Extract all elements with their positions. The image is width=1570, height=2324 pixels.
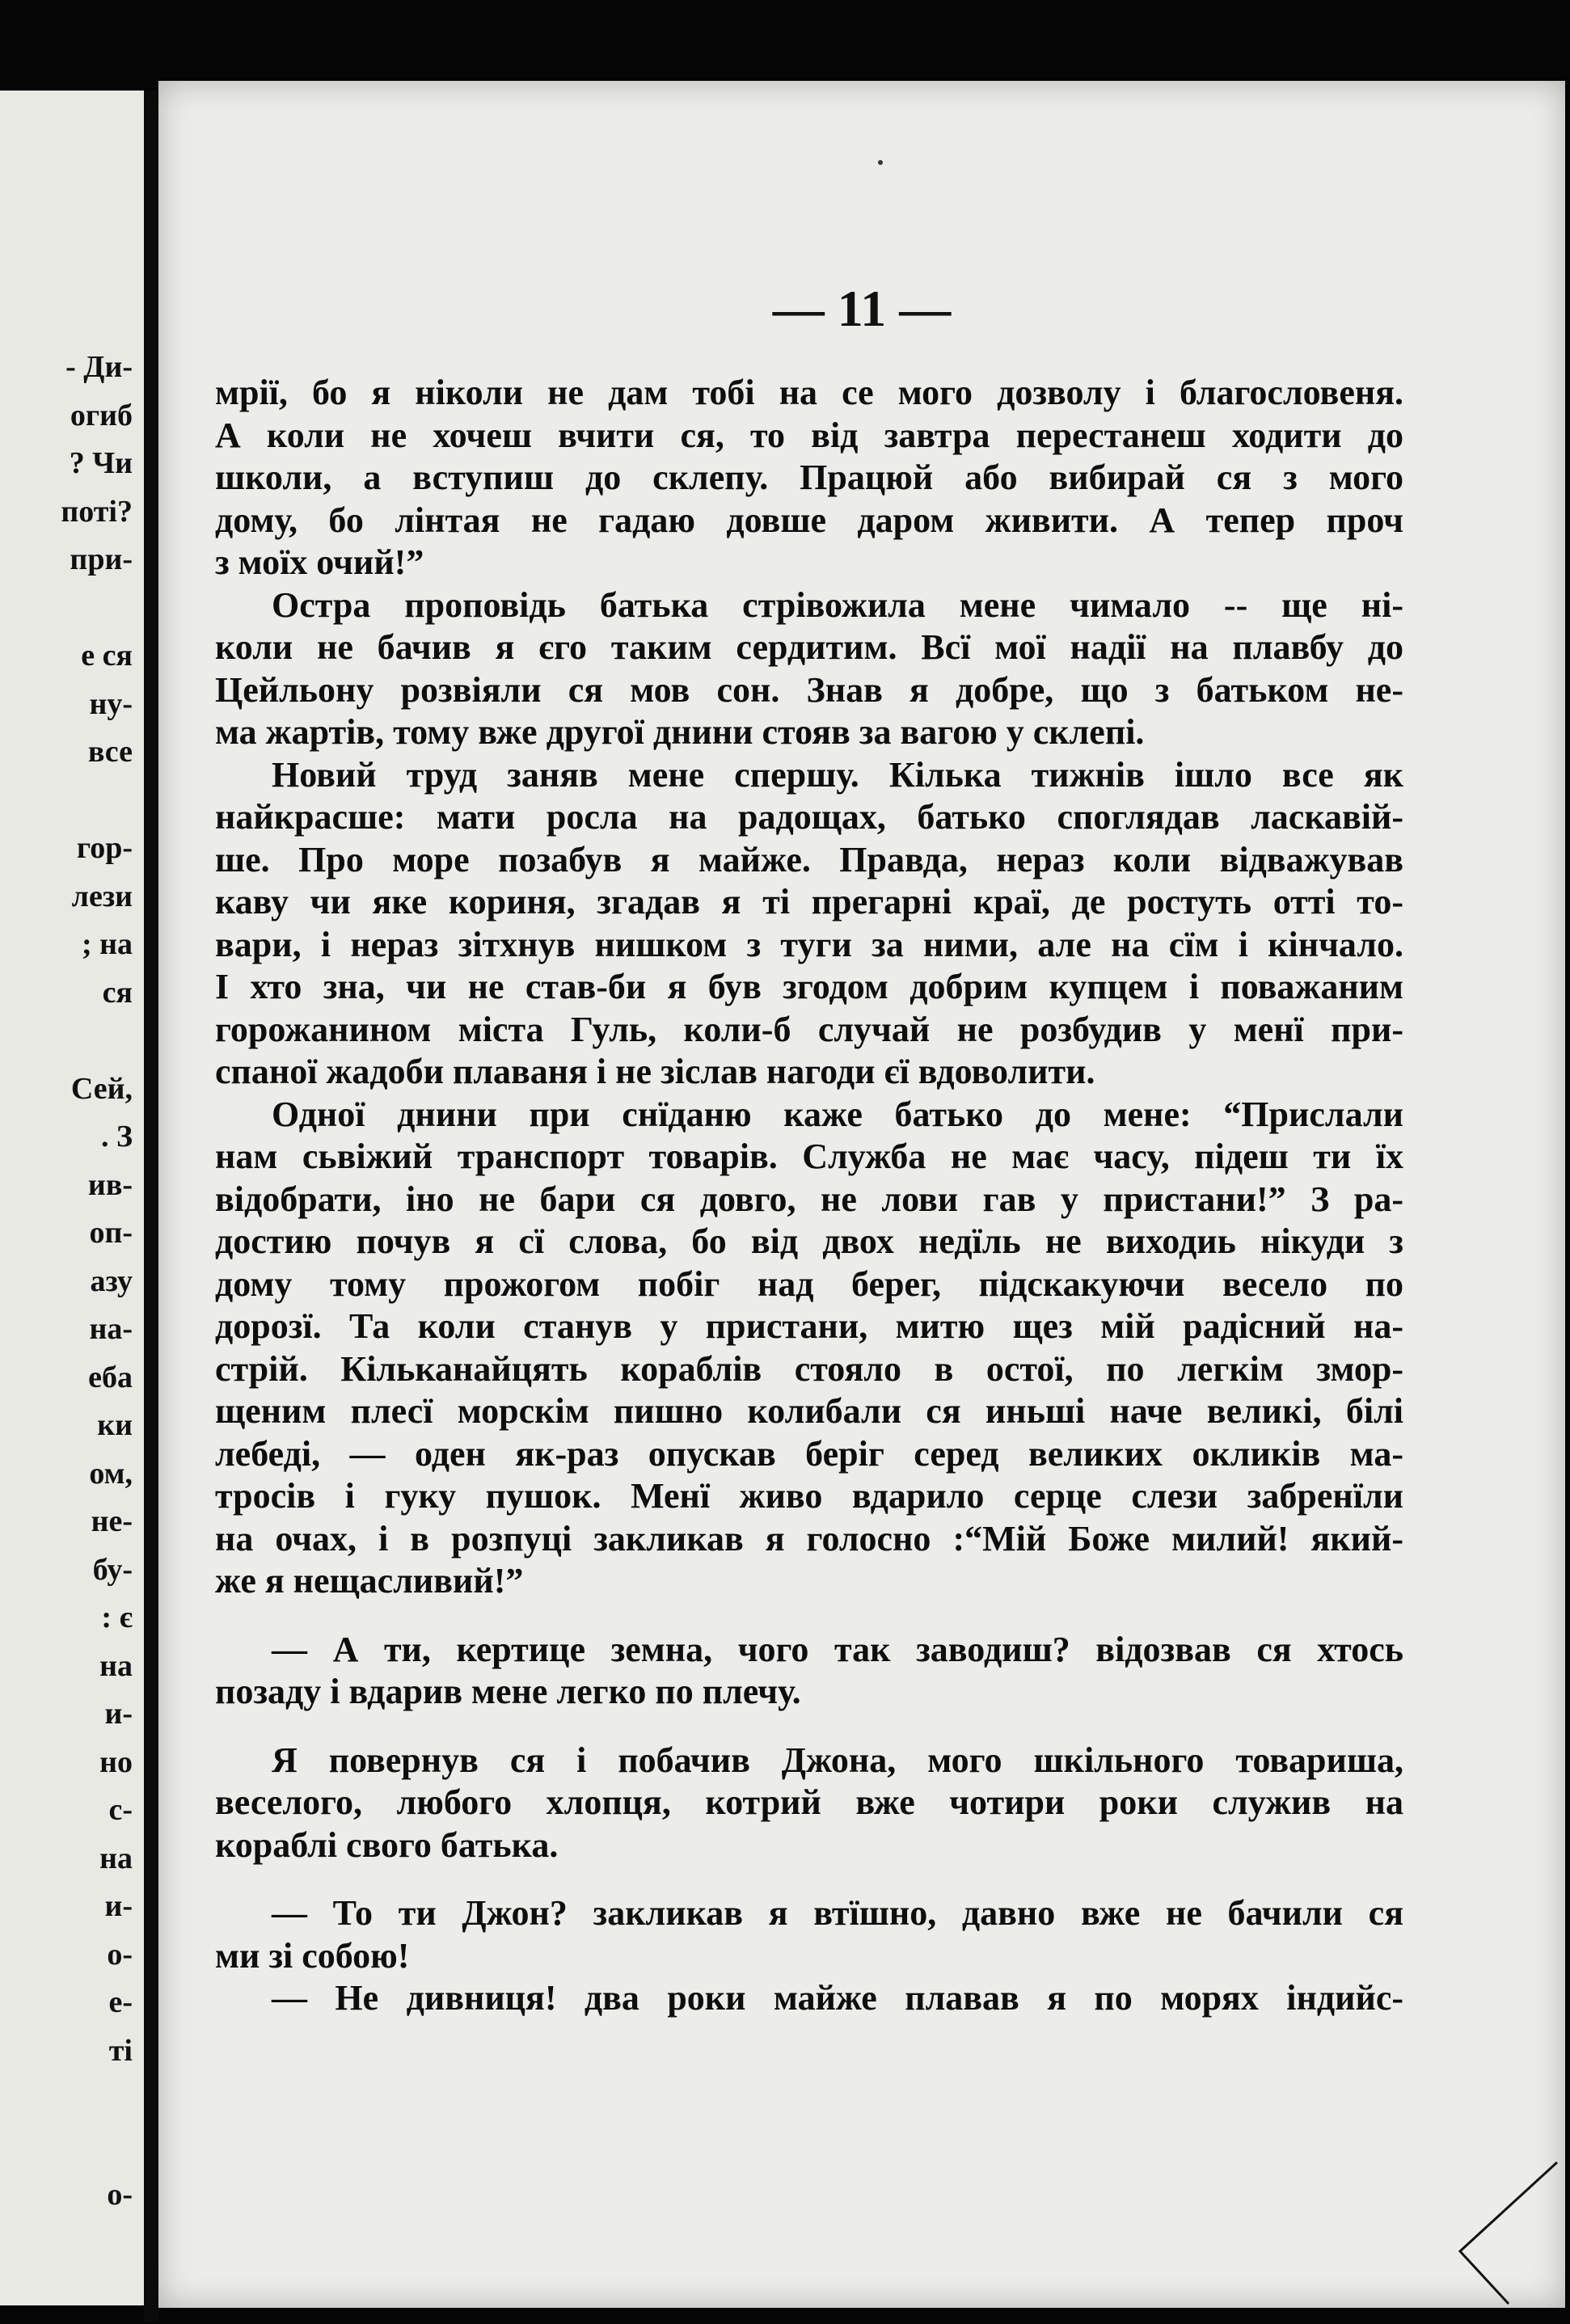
left-page-fragment-line: и- bbox=[104, 1697, 133, 1731]
paragraph-gap bbox=[215, 1603, 1403, 1629]
text-line: школи, а вступиш до склепу. Працюй або вибирай ся з мого bbox=[215, 458, 1403, 497]
left-page-fragment-line: азу bbox=[90, 1263, 133, 1298]
text-line: ми зі собою! bbox=[215, 1935, 410, 1976]
text-line: же я нещасливий!” bbox=[215, 1561, 524, 1601]
text-line: Одної днини при снїданю каже батько до мене: “Прислали bbox=[272, 1094, 1403, 1134]
left-page-fragment-line: с- bbox=[108, 1793, 133, 1827]
left-page-fragment-line: ки bbox=[97, 1408, 133, 1442]
text-line: щеним плесї морскім пишно колибали ся иньші наче великі, білі bbox=[215, 1391, 1403, 1431]
text-line: веселого, любого хлопця, котрий вже чотири роки служив на bbox=[215, 1782, 1403, 1822]
text-line: горожанином міста Гуль, коли-б случай не розбудив у менї при- bbox=[215, 1009, 1403, 1049]
ink-dot bbox=[878, 160, 883, 165]
text-line: дому тому прожогом побіг над берег, підскакуючи весело по bbox=[215, 1263, 1403, 1304]
paragraph-gap bbox=[215, 1714, 1403, 1740]
text-line: дорозї. Та коли станув у пристани, митю щез мій радісний на- bbox=[215, 1306, 1403, 1346]
text-line: — Не дивниця! два роки майже плавав я по морях індийс- bbox=[272, 1978, 1403, 2018]
left-page-fragment-line: ; на bbox=[81, 927, 133, 961]
text-line: нам сьвіжий транспорт товарів. Служба не має часу, підеш ти їх bbox=[215, 1137, 1403, 1176]
page-number: — 11 — bbox=[772, 280, 952, 337]
text-line: тросів і гуку пушок. Менї живо вдарило серце слези забренїли bbox=[215, 1476, 1403, 1516]
text-line: дому, бо лінтая не гадаю довше даром живити. А тепер проч bbox=[215, 500, 1403, 540]
left-page-fragment-line: не- bbox=[91, 1504, 133, 1538]
left-page-fragment bbox=[0, 91, 144, 2305]
left-page-fragment-line: ? Чи bbox=[69, 446, 133, 480]
torn-corner bbox=[1371, 2130, 1565, 2308]
left-page-fragment-line: на- bbox=[89, 1312, 133, 1346]
left-page-fragment-line: на bbox=[99, 1841, 133, 1875]
text-line: Я повернув ся і побачив Джона, мого шкільного товариша, bbox=[272, 1740, 1403, 1780]
text-line: лебеді, — оден як-раз опускав беріг серед великих окликів ма- bbox=[215, 1433, 1403, 1474]
left-page-fragment-line: еба bbox=[88, 1360, 133, 1394]
text-line: коли не бачив я єго таким сердитим. Всї мої надії на плавбу до bbox=[215, 627, 1403, 667]
left-page-fragment-line: на bbox=[99, 1648, 133, 1683]
left-page-fragment-line: при- bbox=[70, 542, 133, 576]
left-page-fragment-line: огиб bbox=[70, 398, 133, 432]
left-page-fragment-line: ну- bbox=[89, 686, 133, 721]
text-line: мрії, бо я ніколи не дам тобі на се мого дозволу і благословеня. bbox=[215, 373, 1403, 412]
book-spine bbox=[144, 91, 158, 2322]
paragraph-gap bbox=[215, 1866, 1403, 1892]
text-line: — То ти Джон? закликав я втїшно, давно вже не бачили ся bbox=[272, 1893, 1403, 1933]
left-page-fragment-line: но bbox=[99, 1744, 133, 1779]
text-line: І хто зна, чи не став-би я був згодом добрим купцем і поважаним bbox=[215, 967, 1403, 1006]
text-line: — А ти, кертице земна, чого так заводиш? відозвав ся хтось bbox=[272, 1629, 1403, 1669]
left-page-fragment-line: ом, bbox=[89, 1456, 133, 1491]
text-line: стрій. Кільканайцять кораблів стояло в остої, по легкім змор- bbox=[215, 1348, 1403, 1389]
page-text bbox=[215, 372, 1403, 2020]
left-page-fragment-line: - Ди- bbox=[65, 350, 133, 384]
text-line: спаної жадоби плаваня і не зіслав нагоди єї вдоволити. bbox=[215, 1052, 1095, 1091]
left-page-fragment-line: лези bbox=[71, 879, 133, 913]
left-page-fragment-line: оп- bbox=[89, 1216, 133, 1250]
left-page-fragment-line: ся bbox=[102, 975, 133, 1010]
text-line: ма жартів, тому вже другої днини стояв за вагою у склепі. bbox=[215, 712, 1145, 752]
left-page-fragment-line: поті? bbox=[61, 494, 133, 529]
text-line: Новий труд заняв мене спершу. Кілька тижнів ішло все як bbox=[272, 754, 1403, 795]
text-line: позаду і вдарив мене легко по плечу. bbox=[215, 1672, 801, 1711]
text-line: А коли не хочеш вчити ся, то від завтра перестанеш ходити до bbox=[215, 415, 1403, 455]
text-line: Остра проповідь батька стрівожила мене чимало -- ще ні- bbox=[272, 584, 1403, 625]
left-page-fragment-line: все bbox=[87, 735, 133, 769]
text-line: найкрасше: мати росла на радощах, батько споглядав ласкавій- bbox=[215, 797, 1403, 837]
text-line: відобрати, іно не бари ся довго, не лови гав у пристани!” З ра- bbox=[215, 1179, 1403, 1219]
left-page-fragment-line: гор- bbox=[76, 831, 133, 865]
text-line: Цейльону розвіяли ся мов сон. Знав я добре, що з батьком не- bbox=[215, 669, 1403, 710]
left-page-fragment-line: . З bbox=[100, 1120, 133, 1154]
left-page-fragment-line: и- bbox=[104, 1889, 133, 1923]
left-page-fragment-line: бу- bbox=[92, 1552, 133, 1587]
left-page-fragment-line: ті bbox=[108, 2033, 133, 2068]
left-page-fragment-line: о- bbox=[107, 1937, 133, 1972]
left-page-fragment-line: о- bbox=[107, 2178, 133, 2212]
text-line: вари, і нераз зітхнув нишком з туги за ними, але на сїм і кінчало. bbox=[215, 924, 1403, 964]
left-page-fragment-line: е ся bbox=[81, 639, 133, 673]
left-page-fragment-line: ив- bbox=[87, 1167, 133, 1202]
text-line: на очах, і в розпуці закликав я голосно :“Мій Боже милий! який- bbox=[215, 1518, 1403, 1558]
text-line: достию почув я сї слова, бо від двох недїль не виходиь нікуди з bbox=[215, 1221, 1403, 1261]
text-line: з моїх очий!” bbox=[215, 542, 424, 582]
text-line: каву чи яке кориня, згадав я ті прегарні краї, де ростуть отті то- bbox=[215, 882, 1403, 922]
text-line: кораблі свого батька. bbox=[215, 1824, 559, 1865]
book-page bbox=[158, 81, 1565, 2308]
text-line: ше. Про море позабув я майже. Правда, нераз коли відважував bbox=[215, 839, 1403, 879]
left-page-fragment-line: : є bbox=[101, 1601, 133, 1634]
left-page-fragment-line: Сей, bbox=[70, 1071, 133, 1106]
left-page-fragment-line: е- bbox=[108, 1985, 133, 2019]
